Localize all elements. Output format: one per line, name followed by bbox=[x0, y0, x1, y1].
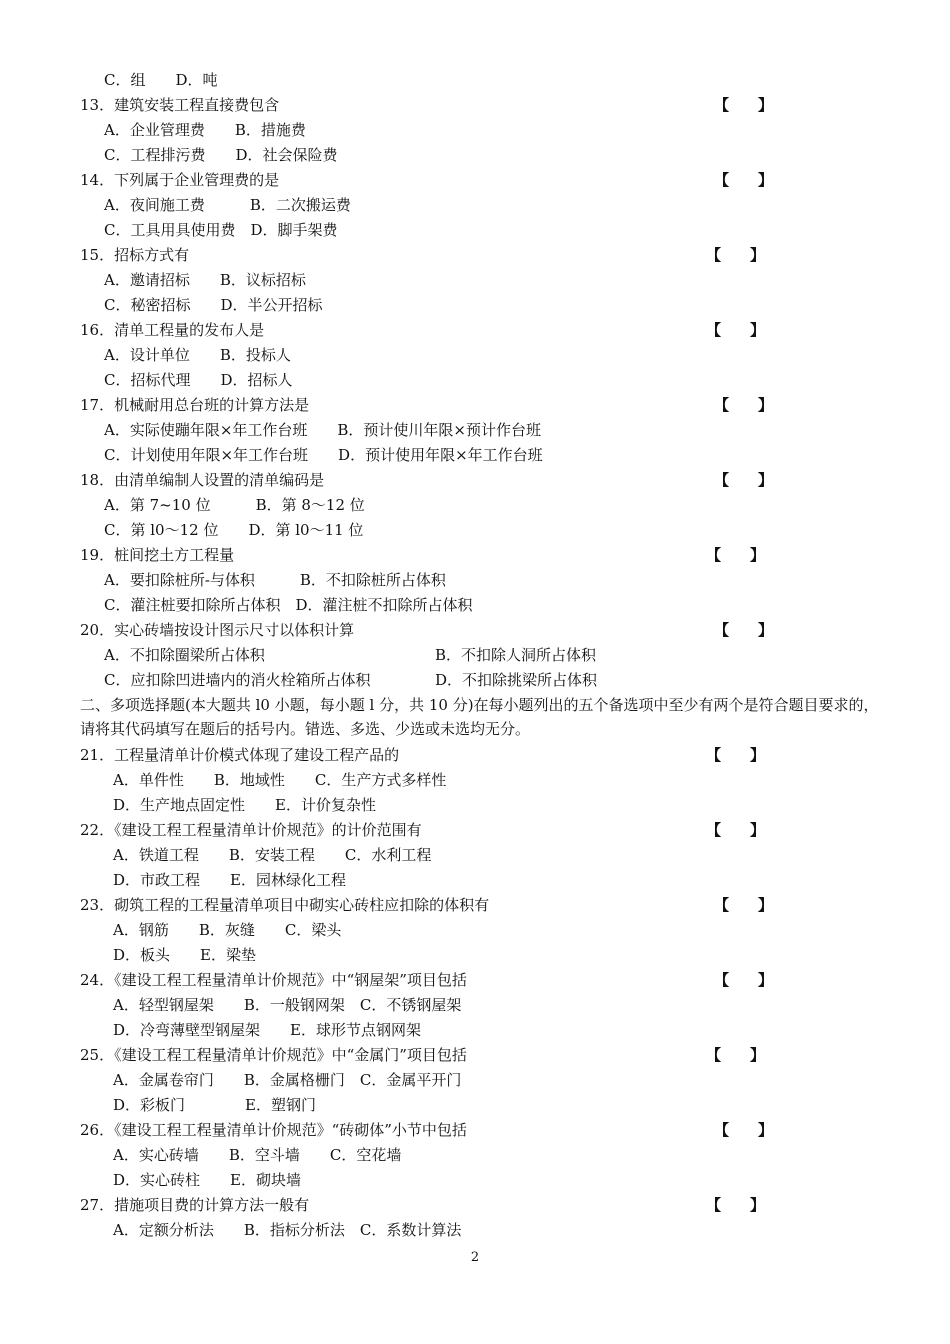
option-line: D．不扣除挑梁所占体积 bbox=[435, 671, 598, 689]
option-line: A．要扣除桩所-与体积 B．不扣除桩所占体积 bbox=[104, 571, 446, 589]
answer-bracket: 【 】 bbox=[714, 471, 774, 489]
option-line: C．组 D．吨 bbox=[104, 71, 218, 89]
question-16: 16．清单工程量的发布人是 bbox=[80, 321, 265, 339]
option-line: C．第 l0～12 位 D．第 l0～11 位 bbox=[104, 521, 364, 539]
option-line: C．灌注桩要扣除所占体积 D．灌注桩不扣除所占体积 bbox=[104, 596, 473, 614]
question-26: 26．《建设工程工程量清单计价规范》“砖砌体”小节中包括 bbox=[80, 1121, 467, 1139]
answer-bracket: 【 】 bbox=[714, 971, 774, 989]
section-heading: 二、多项选择题(本大题共 l0 小题，每小题 l 分，共 10 分)在每小题列出的五个备选项中至少有两个是符合题目要求的，请将其代码填写在题后的括号内。错选、多选、少选或未选均无分。 bbox=[80, 696, 879, 738]
option-line: A．轻型钢屋架 B．一般钢网架 C．不锈钢屋架 bbox=[113, 996, 462, 1014]
question-24: 24．《建设工程工程量清单计价规范》中“钢屋架”项目包括 bbox=[80, 971, 467, 989]
option-line: A．企业管理费 B．措施费 bbox=[104, 121, 306, 139]
option-line: C．秘密招标 D．半公开招标 bbox=[104, 296, 323, 314]
option-line: D．彩板门 E．塑钢门 bbox=[113, 1096, 316, 1114]
option-line: C．计划使用年限×年工作台班 D．预计使用年限×年工作台班 bbox=[104, 446, 543, 464]
answer-bracket: 【 】 bbox=[706, 246, 766, 264]
option-line: C．招标代理 D．招标人 bbox=[104, 371, 293, 389]
answer-bracket: 【 】 bbox=[714, 896, 774, 914]
option-line: D．冷弯薄壁型钢屋架 E．球形节点钢网架 bbox=[113, 1021, 421, 1039]
option-line: A．邀请招标 B．议标招标 bbox=[104, 271, 306, 289]
answer-bracket: 【 】 bbox=[714, 621, 774, 639]
option-line: D．板头 E．梁垫 bbox=[113, 946, 256, 964]
question-15: 15．招标方式有 bbox=[80, 246, 190, 264]
option-line: A．定额分析法 B．指标分析法 C．系数计算法 bbox=[113, 1221, 462, 1239]
option-line: A．钢筋 B．灰缝 C．梁头 bbox=[113, 921, 342, 939]
question-19: 19．桩间挖土方工程量 bbox=[80, 546, 235, 564]
question-25: 25．《建设工程工程量清单计价规范》中“金属门”项目包括 bbox=[80, 1046, 467, 1064]
question-17: 17．机械耐用总台班的计算方法是 bbox=[80, 396, 310, 414]
option-line: D．实心砖柱 E．砌块墙 bbox=[113, 1171, 301, 1189]
option-line: A．单件性 B．地域性 C．生产方式多样性 bbox=[113, 771, 447, 789]
option-line: C．应扣除凹进墙内的消火栓箱所占体积 bbox=[104, 671, 371, 689]
answer-bracket: 【 】 bbox=[714, 1121, 774, 1139]
option-line: A．铁道工程 B．安装工程 C．水利工程 bbox=[113, 846, 432, 864]
answer-bracket: 【 】 bbox=[706, 746, 766, 764]
option-line: B．不扣除人洞所占体积 bbox=[435, 646, 597, 664]
answer-bracket: 【 】 bbox=[706, 821, 766, 839]
question-14: 14．下列属于企业管理费的是 bbox=[80, 171, 280, 189]
option-line: D．生产地点固定性 E．计价复杂性 bbox=[113, 796, 376, 814]
question-27: 27．措施项目费的计算方法一般有 bbox=[80, 1196, 310, 1214]
option-line: C．工具用具使用费 D．脚手架费 bbox=[104, 221, 338, 239]
option-line: C．工程排污费 D．社会保险费 bbox=[104, 146, 338, 164]
answer-bracket: 【 】 bbox=[714, 396, 774, 414]
option-line: A．金属卷帘门 B．金属格栅门 C．金属平开门 bbox=[113, 1071, 462, 1089]
question-22: 22．《建设工程工程量清单计价规范》的计价范围有 bbox=[80, 821, 422, 839]
option-line: D．市政工程 E．园林绿化工程 bbox=[113, 871, 346, 889]
question-13: 13．建筑安装工程直接费包含 bbox=[80, 96, 280, 114]
question-23: 23．砌筑工程的工程量清单项目中砌实心砖柱应扣除的体积有 bbox=[80, 896, 490, 914]
option-line: A．第 7~10 位 B．第 8～12 位 bbox=[104, 496, 365, 514]
option-line: A．实心砖墙 B．空斗墙 C．空花墙 bbox=[113, 1146, 402, 1164]
option-line: A．实际使蹦年限×年工作台班 B．预计使川年限×预计作台班 bbox=[104, 421, 541, 439]
question-18: 18．由清单编制人设置的清单编码是 bbox=[80, 471, 325, 489]
page-number: 2 bbox=[470, 1250, 480, 1265]
question-20: 20．实心砖墙按设计图示尺寸以体积计算 bbox=[80, 621, 355, 639]
option-line: A．夜间施工费 B．二次搬运费 bbox=[104, 196, 351, 214]
answer-bracket: 【 】 bbox=[706, 321, 766, 339]
answer-bracket: 【 】 bbox=[714, 171, 774, 189]
answer-bracket: 【 】 bbox=[706, 1196, 766, 1214]
answer-bracket: 【 】 bbox=[706, 546, 766, 564]
answer-bracket: 【 】 bbox=[714, 96, 774, 114]
answer-bracket: 【 】 bbox=[706, 1046, 766, 1064]
option-line: A．设计单位 B．投标人 bbox=[104, 346, 291, 364]
question-21: 21．工程量清单计价模式体现了建设工程产品的 bbox=[80, 746, 400, 764]
option-line: A．不扣除圈梁所占体积 bbox=[104, 646, 265, 664]
